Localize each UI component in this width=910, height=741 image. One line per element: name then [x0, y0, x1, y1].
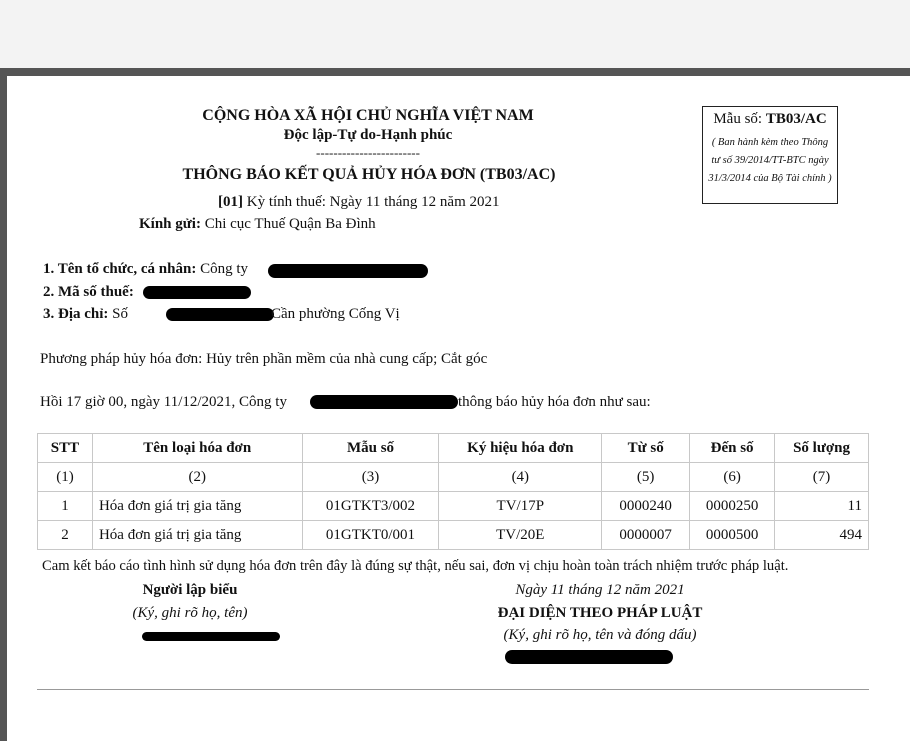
table-header-row: [38, 434, 869, 463]
table-cell-stt: 2: [38, 521, 93, 550]
form-code-label: Mẫu số:: [713, 111, 763, 127]
table-row: [38, 492, 869, 521]
table-cell-symbol: TV/20E: [439, 521, 602, 550]
commitment-text: Cam kết báo cáo tình hình sử dụng hóa đơn trên đây là đúng sự thật, nếu sai, đơn vị chịu hoàn toàn trách nhiệm trước pháp luật.: [42, 558, 789, 574]
table-cell-to: 0000250: [690, 492, 775, 521]
redaction-mark: [142, 632, 280, 641]
separator-line: ------------------------: [316, 145, 420, 160]
redaction-mark: [310, 395, 458, 409]
column-number: (6): [690, 463, 775, 492]
column-header: Số lượng: [775, 434, 869, 463]
table-cell-type: Hóa đơn giá trị gia tăng: [92, 521, 302, 550]
address-label: 3. Địa chỉ:: [43, 306, 109, 322]
column-number: (1): [38, 463, 93, 492]
period-text: Kỳ tính thuế: Ngày 11 tháng 12 năm 2021: [246, 194, 500, 210]
redaction-mark: [143, 286, 251, 299]
recipient: [139, 216, 376, 233]
table-row: [38, 521, 869, 550]
redaction-mark: [268, 264, 428, 278]
redaction-mark: [505, 650, 673, 664]
form-code: [703, 111, 837, 128]
table-cell-template: 01GTKT0/001: [302, 521, 439, 550]
column-number: (5): [602, 463, 690, 492]
table-cell-from: 0000007: [602, 521, 690, 550]
tax-period: [218, 194, 500, 211]
address-suffix: Cần phường Cống Vị: [271, 306, 400, 322]
column-number: (7): [775, 463, 869, 492]
table-cell-template: 01GTKT3/002: [302, 492, 439, 521]
table-cell-from: 0000240: [602, 492, 690, 521]
address-prefix: Số: [112, 306, 129, 322]
preparer-title: Người lập biểu: [142, 582, 238, 598]
preparer-note: (Ký, ghi rõ họ, tên): [132, 605, 248, 621]
form-legal-note: ( Ban hành kèm theo Thông tư số 39/2014/TT-BTC ngày 31/3/2014 của Bộ Tài chính ): [708, 137, 832, 184]
redaction-mark: [166, 308, 274, 321]
column-header: STT: [38, 434, 93, 463]
org-name-value: Công ty: [200, 261, 249, 277]
form-code-box: [702, 106, 838, 204]
document-title: THÔNG BÁO KẾT QUẢ HỦY HÓA ĐƠN (TB03/AC): [182, 166, 556, 183]
country-heading: CỘNG HÒA XÃ HỘI CHỦ NGHĨA VIỆT NAM: [202, 107, 534, 124]
tax-id-label: 2. Mã số thuế:: [43, 284, 134, 300]
table-cell-to: 0000500: [690, 521, 775, 550]
org-name-label: 1. Tên tổ chức, cá nhân:: [43, 261, 197, 277]
org-name-line: [43, 261, 248, 278]
cancellation-method: Phương pháp hủy hóa đơn: Hủy trên phần mềm của nhà cung cấp; Cắt góc: [40, 351, 488, 367]
table-cell-stt: 1: [38, 492, 93, 521]
column-header: Từ số: [602, 434, 690, 463]
representative-title: ĐẠI DIỆN THEO PHÁP LUẬT: [497, 605, 703, 621]
signature-date: Ngày 11 tháng 12 năm 2021: [515, 582, 685, 598]
column-header: Tên loại hóa đơn: [92, 434, 302, 463]
representative-note: (Ký, ghi rõ họ, tên và đóng dấu): [503, 627, 697, 643]
statement-prefix: Hồi 17 giờ 00, ngày 11/12/2021, Công ty: [40, 394, 287, 410]
column-number: (4): [439, 463, 602, 492]
column-number: (3): [302, 463, 439, 492]
motto: Độc lập-Tự do-Hạnh phúc: [283, 127, 453, 143]
statement-suffix: thông báo hủy hóa đơn như sau:: [458, 394, 651, 410]
table-cell-symbol: TV/17P: [439, 492, 602, 521]
table-cell-quantity: 494: [775, 521, 869, 550]
period-code: [01]: [218, 194, 243, 210]
column-header: Đến số: [690, 434, 775, 463]
table-cell-quantity: 11: [775, 492, 869, 521]
table-cell-type: Hóa đơn giá trị gia tăng: [92, 492, 302, 521]
invoice-table: [37, 433, 869, 550]
footer-divider: [37, 689, 869, 690]
recipient-label: Kính gửi:: [139, 216, 201, 232]
recipient-value: Chi cục Thuế Quận Ba Đình: [204, 216, 376, 232]
column-number: (2): [92, 463, 302, 492]
tax-id-line: [43, 284, 134, 301]
column-header: Ký hiệu hóa đơn: [439, 434, 602, 463]
column-number-row: [38, 463, 869, 492]
address-line: [43, 306, 128, 323]
column-header: Mẫu số: [302, 434, 439, 463]
form-code-value: TB03/AC: [765, 111, 827, 127]
